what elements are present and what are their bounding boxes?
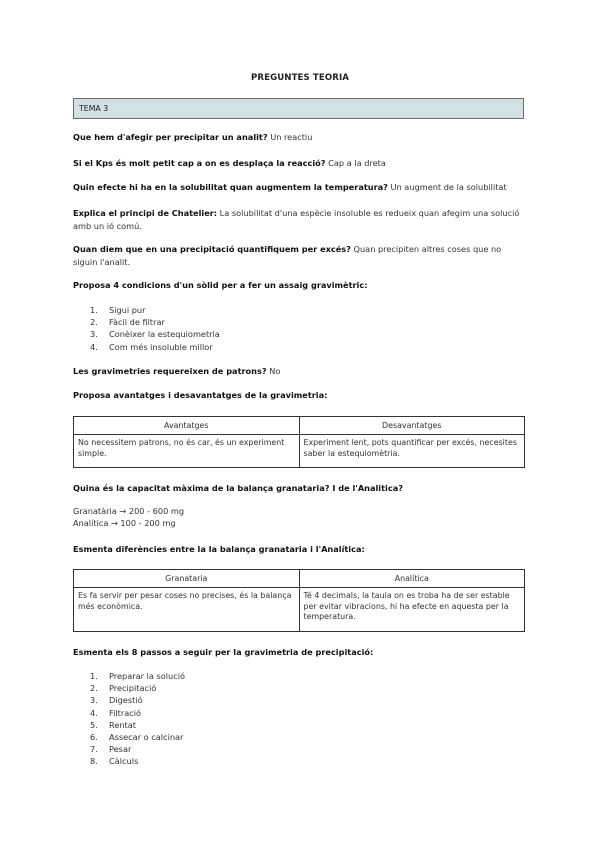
section-header: TEMA 3 <box>73 98 524 119</box>
list-item: 4. Filtració <box>90 707 142 718</box>
table-header: Granataria <box>74 570 300 588</box>
question-6 <box>73 280 528 292</box>
answer-text: Un augment de la solubilitat <box>387 182 507 192</box>
table-header: Analítica <box>299 570 525 588</box>
question-balanca <box>73 483 528 495</box>
question-text: Quin efecte hi ha en la solubilitat quan augmentem la temperatura? <box>73 182 388 192</box>
balances-table <box>73 569 525 632</box>
question-4 <box>73 207 528 233</box>
question-3 <box>73 182 528 194</box>
table-header: Avantatges <box>74 417 300 435</box>
table-cell: Experiment lent, pots quantificar per excés, necesites saber la estequiomètria. <box>299 435 525 468</box>
question-text: Proposa avantatges i desavantatges de la gravimetria: <box>73 390 328 400</box>
list-item: 3. Conèixer la estequiometria <box>90 329 220 340</box>
answer-text: Quan precipiten altres coses que no siguin l'analit. <box>73 244 502 268</box>
capacity-analitica: Analítica → 100 - 200 mg <box>73 518 176 528</box>
list-item: 2. Fàcil de filtrar <box>90 317 165 328</box>
question-patrons <box>73 366 528 378</box>
question-avantatges <box>73 390 528 402</box>
question-diferencies <box>73 544 528 556</box>
table-cell: No necessitem patrons, no és car, és un experiment simple. <box>74 435 300 468</box>
question-text: Proposa 4 condicions d'un sòlid per a fer un assaig gravimètric: <box>73 280 368 290</box>
list-item: 4. Com més insoluble millor <box>90 341 213 352</box>
question-text: Explica el principi de Chatelier: <box>73 208 218 218</box>
steps-list <box>90 670 185 768</box>
table-cell: Té 4 decimals, la taula on es troba ha de ser estable per evitar vibracions, hi ha efecte en aquesta per la temperatura. <box>299 588 525 632</box>
question-text: Si el Kps és molt petit cap a on es desplaça la reacció? <box>73 158 326 168</box>
list-item: 2. Precipitació <box>90 683 157 694</box>
question-text: Esmenta els 8 passos a seguir per la gravimetria de precipitació: <box>73 647 374 657</box>
table-header: Desavantatges <box>299 417 525 435</box>
question-1 <box>73 132 528 144</box>
question-passos <box>73 647 528 659</box>
question-text: Que hem d'afegir per precipitar un analit? <box>73 132 268 142</box>
answer-text: Un reactiu <box>267 132 313 142</box>
list-item: 7. Pesar <box>90 744 132 755</box>
list-item: 3. Digestió <box>90 695 143 706</box>
question-text: Quina és la capacitat màxima de la balança granataria? I de l'Analitica? <box>73 483 403 493</box>
list-item: 1. Preparar la solució <box>90 671 186 681</box>
list-item: 8. Càlculs <box>90 756 139 767</box>
question-text: Quan diem que en una precipitació quantifiquem per excés? <box>73 244 351 254</box>
advantages-table <box>73 416 525 468</box>
answer-text: Cap a la dreta <box>325 158 386 168</box>
table-cell: Es fa servir per pesar coses no precises, és la balança més econòmica. <box>74 588 300 632</box>
question-2 <box>73 158 528 170</box>
list-item: 6. Assecar o calcinar <box>90 731 184 742</box>
capacity-granataria: Granatària → 200 - 600 mg <box>73 506 185 516</box>
answer-text: La solubilitat d'una espècie insoluble es redueix quan afegim una solució amb un ió comú. <box>73 208 520 232</box>
conditions-list <box>90 304 220 353</box>
question-text: Les gravimetries requereixen de patrons? <box>73 366 267 376</box>
question-5 <box>73 243 528 269</box>
question-text: Esmenta diferències entre la la balança granataria i l'Analítica: <box>73 544 365 554</box>
list-item: 5. Rentat <box>90 719 136 730</box>
page-title: PREGUNTES TEORIA <box>250 73 350 83</box>
answer-text: No <box>266 366 281 376</box>
list-item: 1. Sigui pur <box>90 305 146 315</box>
